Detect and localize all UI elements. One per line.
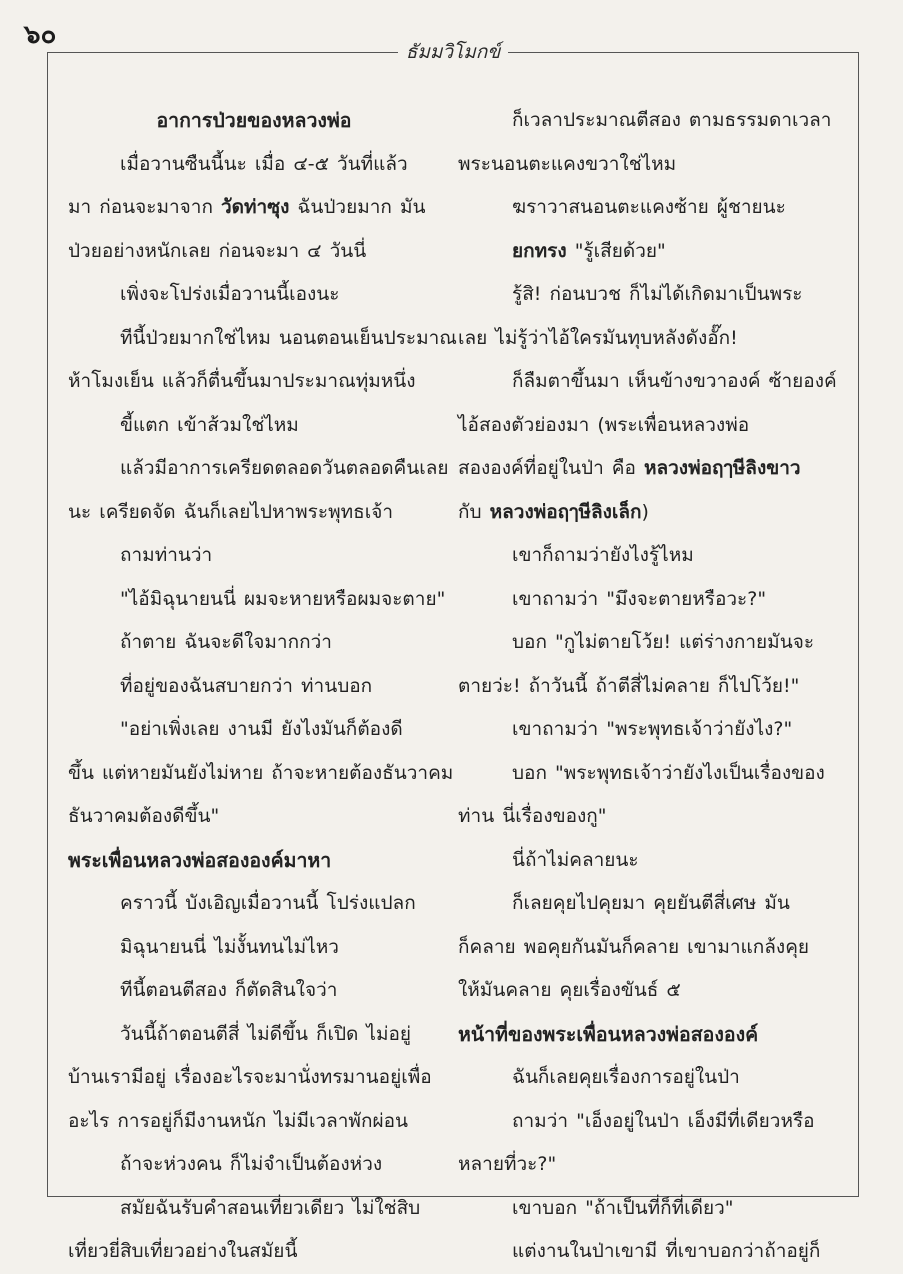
text-line: [458, 665, 850, 709]
bold-text: หน้าที่ของพระเพื่อนหลวงพ่อสององค์: [458, 1022, 759, 1046]
text-run: แล้วมีอาการเครียดตลอดวันตลอดคืนเลย: [120, 457, 449, 479]
text-line: [458, 143, 850, 187]
text-run: ก็เลยคุยไปคุยมา คุยยันตีสี่เศษ มัน: [512, 892, 790, 914]
text-line: [68, 1230, 440, 1274]
text-run: ป่วยอย่างหนักเลย ก่อนจะมา ๔ วันนี่: [68, 239, 367, 262]
paragraph-line: [68, 969, 440, 1013]
text-run: บอก "กูไม่ตายโว้ย! แต่ร่างกายมันจะ: [512, 631, 815, 653]
paragraph-line: [458, 1100, 850, 1144]
text-line: [458, 1143, 850, 1187]
text-run: ถามว่า "เอ็งอยู่ในป่า เอ็งมีที่เดียวหรือ: [512, 1109, 815, 1132]
text-run: เพิ่งจะโปร่งเมื่อวานนี้เองนะ: [120, 283, 340, 305]
running-header: [48, 37, 858, 67]
text-run: ท่าน นี่เรื่องของกู": [458, 805, 607, 827]
section-heading: [68, 99, 440, 143]
text-line: [68, 186, 440, 230]
text-run: เลย ไม่รู้ว่าไอ้ใครมันทุบหลังดังอั๊ก!: [458, 326, 738, 349]
paragraph-line: [458, 621, 850, 665]
bold-text: หลวงพ่อฤๅษีลิงขาว: [643, 457, 801, 479]
paragraph-line: [68, 1187, 440, 1231]
text-line: [458, 404, 850, 448]
paragraph-line: [458, 273, 850, 317]
paragraph-line: [68, 404, 440, 448]
text-run: เขาบอก "ถ้าเป็นที่ก็ที่เดียว": [512, 1196, 734, 1219]
text-line: [458, 447, 850, 491]
section-heading: [68, 839, 440, 883]
left-column: [68, 99, 457, 1274]
text-run: ให้มันคลาย คุยเรื่องขันธ์ ๕: [458, 979, 681, 1001]
text-run: "ไอ้มิฉุนายนนี่ ผมจะหายหรือผมจะตาย": [120, 587, 446, 610]
text-run: ฉันป่วยมาก มัน: [289, 196, 426, 218]
bold-text: อาการป่วยของหลวงพ่อ: [156, 109, 352, 132]
paragraph-line: [458, 1187, 850, 1231]
text-run: เขาถามว่า "มึงจะตายหรือวะ?": [512, 587, 767, 610]
text-run: ห้าโมงเย็น แล้วก็ตื่นขึ้นมาประมาณทุ่มหนึ่ง: [68, 370, 416, 392]
paragraph-line: [68, 1013, 440, 1057]
paragraph-line: [458, 882, 850, 926]
paragraph-line: [68, 273, 440, 317]
text-run: ทีนี้ตอนตีสอง ก็ตัดสินใจว่า: [120, 979, 338, 1001]
text-run: ก็เวลาประมาณตีสอง ตามธรรมดาเวลา: [512, 109, 832, 131]
text-run: กับ: [458, 500, 490, 523]
paragraph-line: [68, 621, 440, 665]
paragraph-line: [458, 1056, 850, 1100]
text-run: ก็คลาย พอคุยกันมันก็คลาย เขามาแกล้งคุย: [458, 935, 810, 958]
paragraph-line: [458, 230, 850, 274]
page-number: ๖๐: [24, 20, 57, 50]
bold-text: วัดท่าซุง: [221, 196, 290, 218]
text-line: [68, 491, 440, 535]
text-line: [68, 360, 440, 404]
section-heading: [458, 1013, 850, 1057]
paragraph-line: [458, 839, 850, 883]
text-run: ): [641, 500, 649, 523]
text-run: พระนอนตะแคงขวาใช่ไหม: [458, 152, 677, 175]
text-line: [458, 317, 850, 361]
text-run: เมื่อวานซืนนี้นะ เมื่อ ๔-๕ วันที่แล้ว: [120, 152, 408, 175]
right-column: [458, 99, 850, 1274]
text-run: ถามท่านว่า: [120, 544, 213, 566]
text-run: วันนี้ถ้าตอนตีสี่ ไม่ดีขึ้น ก็เปิด ไม่อยู่: [120, 1022, 412, 1045]
text-line: [68, 1056, 440, 1100]
paragraph-line: [68, 708, 440, 752]
text-run: อะไร การอยู่ก็มีงานหนัก ไม่มีเวลาพักผ่อน: [68, 1109, 408, 1132]
paragraph-line: [458, 708, 850, 752]
paragraph-line: [458, 360, 850, 404]
text-run: เที่ยวยี่สิบเที่ยวอย่างในสมัยนี้: [68, 1240, 298, 1262]
paragraph-line: [458, 1230, 850, 1274]
bold-text: ยกทรง: [512, 239, 567, 262]
text-run: คราวนี้ บังเอิญเมื่อวานนี้ โปร่งแปลก: [120, 892, 416, 914]
text-run: บอก "พระพุทธเจ้าว่ายังไงเป็นเรื่องของ: [512, 761, 825, 784]
text-run: ถ้าจะห่วงคน ก็ไม่จำเป็นต้องห่วง: [120, 1153, 383, 1175]
text-run: เขาถามว่า "พระพุทธเจ้าว่ายังไง?": [512, 718, 793, 740]
paragraph-line: [68, 317, 457, 361]
text-run: หลายที่วะ?": [458, 1153, 557, 1175]
bold-text: หลวงพ่อฤๅษีลิงเล็ก: [489, 500, 642, 523]
text-run: สมัยฉันรับคำสอนเที่ยวเดียว ไม่ใช่สิบ: [120, 1196, 421, 1219]
text-line: [458, 926, 850, 970]
paragraph-line: [458, 99, 850, 143]
text-line: [458, 491, 850, 535]
page-frame: [47, 41, 859, 1262]
text-run: แต่งานในป่าเขามี ที่เขาบอกว่าถ้าอยู่ก็: [512, 1240, 821, 1262]
paragraph-line: [458, 534, 850, 578]
text-run: ขี้แตก เข้าส้วมใช่ไหม: [120, 413, 299, 436]
text-run: นะ เครียดจัด ฉันก็เลยไปหาพระพุทธเจ้า: [68, 500, 394, 523]
text-line: [68, 752, 454, 796]
text-line: [68, 230, 440, 274]
text-run: เขาก็ถามว่ายังไงรู้ไหม: [512, 544, 694, 566]
text-run: ขึ้น แต่หายมันยังไม่หาย ถ้าจะหายต้องธันวาคม: [68, 761, 454, 784]
text-run: บ้านเรามีอยู่ เรื่องอะไรจะมานั่งทรมานอยู่เพื่อ: [68, 1066, 432, 1088]
text-run: ฉันก็เลยคุยเรื่องการอยู่ในป่า: [512, 1066, 740, 1088]
paragraph-line: [68, 578, 446, 622]
text-run: "อย่าเพิ่งเลย งานมี ยังไงมันก็ต้องดี: [120, 718, 403, 740]
text-run: "รู้เสียด้วย": [566, 239, 666, 262]
text-line: [68, 795, 440, 839]
text-line: [458, 969, 850, 1013]
text-run: ที่อยู่ของฉันสบายกว่า ท่านบอก: [120, 674, 373, 697]
paragraph-line: [68, 926, 440, 970]
paragraph-line: [68, 447, 449, 491]
paragraph-line: [458, 186, 850, 230]
paragraph-line: [68, 1143, 440, 1187]
text-run: ธันวาคมต้องดีขึ้น": [68, 805, 220, 827]
text-run: ไอ้สองตัวย่องมา (พระเพื่อนหลวงพ่อ: [458, 413, 750, 436]
text-run: สององค์ที่อยู่ในป่า คือ: [458, 457, 644, 479]
text-run: มิฉุนายนนี่ ไม่งั้นทนไม่ไหว: [120, 935, 339, 958]
text-line: [458, 795, 850, 839]
paragraph-line: [68, 534, 440, 578]
paragraph-line: [458, 752, 850, 796]
text-run: ฆราวาสนอนตะแคงซ้าย ผู้ชายนะ: [512, 196, 786, 218]
text-run: มา ก่อนจะมาจาก: [68, 196, 222, 218]
text-run: ถ้าตาย ฉันจะดีใจมากกว่า: [120, 631, 332, 653]
paragraph-line: [68, 143, 440, 187]
text-run: รู้สิ! ก่อนบวช ก็ไม่ได้เกิดมาเป็นพระ: [512, 283, 803, 305]
text-run: ตายว่ะ! ถ้าวันนี้ ถ้าตีสี่ไม่คลาย ก็ไปโว้ย!": [458, 674, 800, 697]
text-run: นี่ถ้าไม่คลายนะ: [512, 848, 639, 871]
text-run: ก็ลืมตาขึ้นมา เห็นข้างขวาองค์ ซ้ายองค์: [512, 370, 837, 392]
text-line: [68, 1100, 440, 1144]
paragraph-line: [68, 665, 440, 709]
running-header-text: ธัมมวิโมกข์: [398, 41, 509, 63]
bold-text: พระเพื่อนหลวงพ่อสององค์มาหา: [68, 848, 332, 872]
paragraph-line: [458, 578, 850, 622]
paragraph-line: [68, 882, 440, 926]
text-run: ทีนี้ป่วยมากใช่ไหม นอนตอนเย็นประมาณ: [120, 326, 457, 349]
